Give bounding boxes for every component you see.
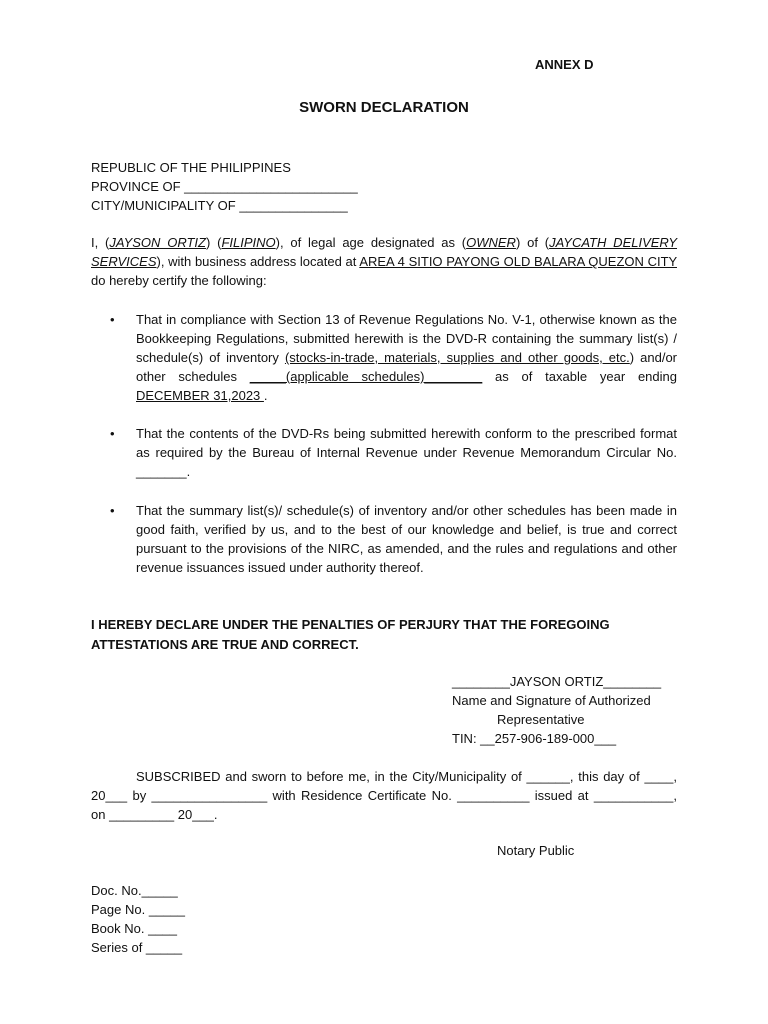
series-of: Series of _____ [91, 940, 183, 955]
book-no: Book No. ____ [91, 921, 178, 936]
intro-text: ), of legal age designated as ( [275, 235, 467, 250]
jurat-paragraph: SUBSCRIBED and sworn to before me, in the City/Municipality of ______, this day of ____, 20___ by ________________ with Residence Certificate No. __________ issued at ___________, on _________ 20___. [91, 769, 677, 822]
business-name: JAYCATH DELIVERY SERVICES [91, 235, 678, 269]
declarant-nationality: FILIPINO [221, 235, 276, 250]
bullet-icon: • [110, 503, 115, 518]
tin-line [452, 729, 682, 748]
bullet-icon: • [110, 426, 115, 441]
bullet-text-2: That the contents of the DVD-Rs being submitted herewith conform to the prescribed format as required by the Bureau of Internal Revenue under Revenue Memorandum Circular No. _______. [136, 426, 677, 479]
perjury-declaration: I HEREBY DECLARE UNDER THE PENALTIES OF PERJURY THAT THE FOREGOING ATTESTATIONS ARE TRUE AND CORRECT. [91, 617, 610, 652]
declarant-role: OWNER [466, 235, 516, 250]
page-no: Page No. _____ [91, 902, 185, 917]
signature-label: Name and Signature of Authorized [452, 693, 651, 708]
doc-no: Doc. No._____ [91, 883, 178, 898]
declarant-name: JAYSON ORTIZ [109, 235, 206, 250]
document-title: SWORN DECLARATION [299, 99, 469, 116]
intro-text: I, ( [91, 235, 110, 250]
annex-label: ANNEX D [535, 57, 594, 72]
intro-paragraph [91, 233, 677, 290]
venue-country: REPUBLIC OF THE PHILIPPINES [91, 160, 291, 175]
signatory-name: ________JAYSON ORTIZ________ [452, 674, 662, 689]
venue-province: PROVINCE OF ________________________ [91, 179, 358, 194]
bullet-text-3: That the summary list(s)/ schedule(s) of inventory and/or other schedules has been made in good faith, verified by us, and to the best of our knowledge and belief, is true and correct pursuant to the provisions of the NIRC, as amended, and the rules and regulations and other revenue issuances issued under authority thereof. [136, 503, 677, 575]
intro-text: ) ( [206, 235, 222, 250]
bullet-text-1: That in compliance with Section 13 of Revenue Regulations No. V-1, otherwise known as the Bookkeeping Regulations, submitted herewith is the DVD-R containing the summary list(s) / schedule(s) of inventory (stocks-in-trade, materials, supplies and other goods, etc.) and/or other schedules _____(applicable schedules)________ as of taxable year ending DECEMBER 31,2023 . [136, 312, 678, 403]
notarial-register [91, 881, 185, 957]
intro-text: ), with business address located at [156, 254, 360, 269]
tin-label: TIN: [452, 731, 481, 746]
business-address: AREA 4 SITIO PAYONG OLD BALARA QUEZON CITY [359, 254, 677, 269]
venue-city: CITY/MUNICIPALITY OF _______________ [91, 198, 348, 213]
intro-text: ) of ( [515, 235, 550, 250]
notary-public-label: Notary Public [497, 843, 575, 858]
bullet-icon: • [110, 312, 115, 327]
intro-text: do hereby certify the following: [91, 273, 267, 288]
tin-value: __257-906-189-000___ [480, 731, 617, 746]
signature-block [452, 672, 682, 748]
venue-block [91, 158, 358, 215]
signature-label-2: Representative [497, 712, 585, 727]
